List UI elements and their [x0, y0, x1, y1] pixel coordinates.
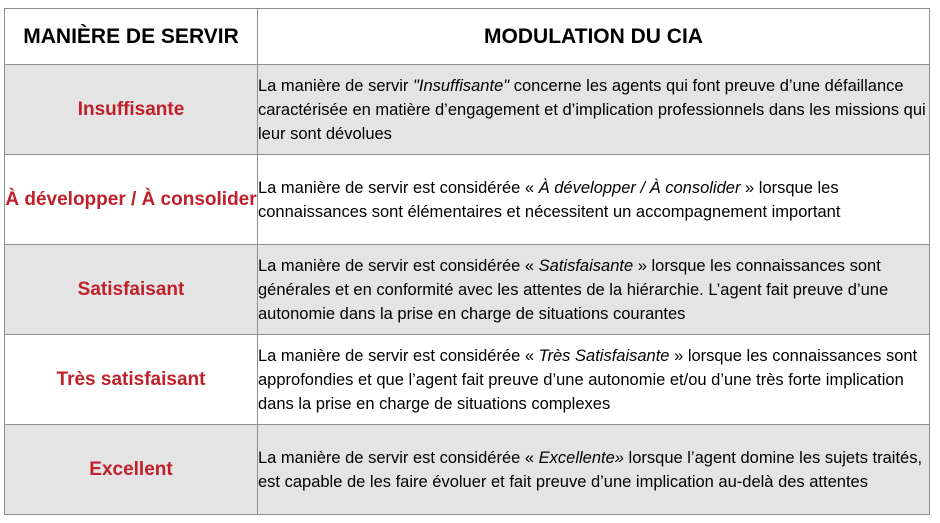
table-row: [5, 425, 930, 515]
table-row: [5, 335, 930, 425]
description-text: La manière de servir est considérée «: [258, 448, 539, 467]
level-label: À développer / À consolider: [5, 155, 258, 245]
level-description: [258, 335, 930, 425]
description-emphasis: À développer / À consolider: [538, 178, 741, 197]
level-label: Insuffisante: [5, 65, 258, 155]
table-row: [5, 65, 930, 155]
description-emphasis: Très Satisfaisante: [538, 346, 670, 365]
header-row: [5, 9, 930, 65]
description-text: La manière de servir: [258, 76, 413, 95]
table-row: [5, 155, 930, 245]
description-text: » lorsque les connaissances sont approfondies et que l’agent fait preuve d’une autonomie et/ou d’une très forte implication dans la prise en charge de situations complexes: [258, 346, 918, 413]
level-description: [258, 155, 930, 245]
level-label: Très satisfaisant: [5, 335, 258, 425]
level-label: Excellent: [5, 425, 258, 515]
description-text: » lorsque les connaissances sont élémentaires et nécessitent un accompagnement important: [258, 178, 841, 221]
header-maniere-de-servir: MANIÈRE DE SERVIR: [5, 9, 258, 65]
level-description: [258, 245, 930, 335]
description-emphasis: Satisfaisante: [538, 256, 634, 275]
cia-modulation-table: [4, 8, 930, 515]
description-emphasis: Excellente»: [538, 448, 624, 467]
description-text: » lorsque les connaissances sont générales et en conformité avec les attentes de la hiérarchie. L’agent fait preuve d’une autonomie dans la prise en charge de situations courantes: [258, 256, 889, 323]
level-description: [258, 425, 930, 515]
description-text: La manière de servir est considérée «: [258, 178, 539, 197]
table-row: [5, 245, 930, 335]
description-emphasis: "Insuffisante": [413, 76, 510, 95]
description-text: concerne les agents qui font preuve d’une défaillance caractérisée en matière d’engagement et d’implication professionnels dans les missions qui leur sont dévolues: [258, 76, 926, 143]
header-modulation-du-cia: MODULATION DU CIA: [258, 9, 930, 65]
description-text: lorsque l’agent domine les sujets traités, est capable de les faire évoluer et fait preuve d’une implication au-delà des attentes: [258, 448, 923, 491]
description-text: La manière de servir est considérée «: [258, 256, 539, 275]
level-description: [258, 65, 930, 155]
level-label: Satisfaisant: [5, 245, 258, 335]
description-text: La manière de servir est considérée «: [258, 346, 539, 365]
